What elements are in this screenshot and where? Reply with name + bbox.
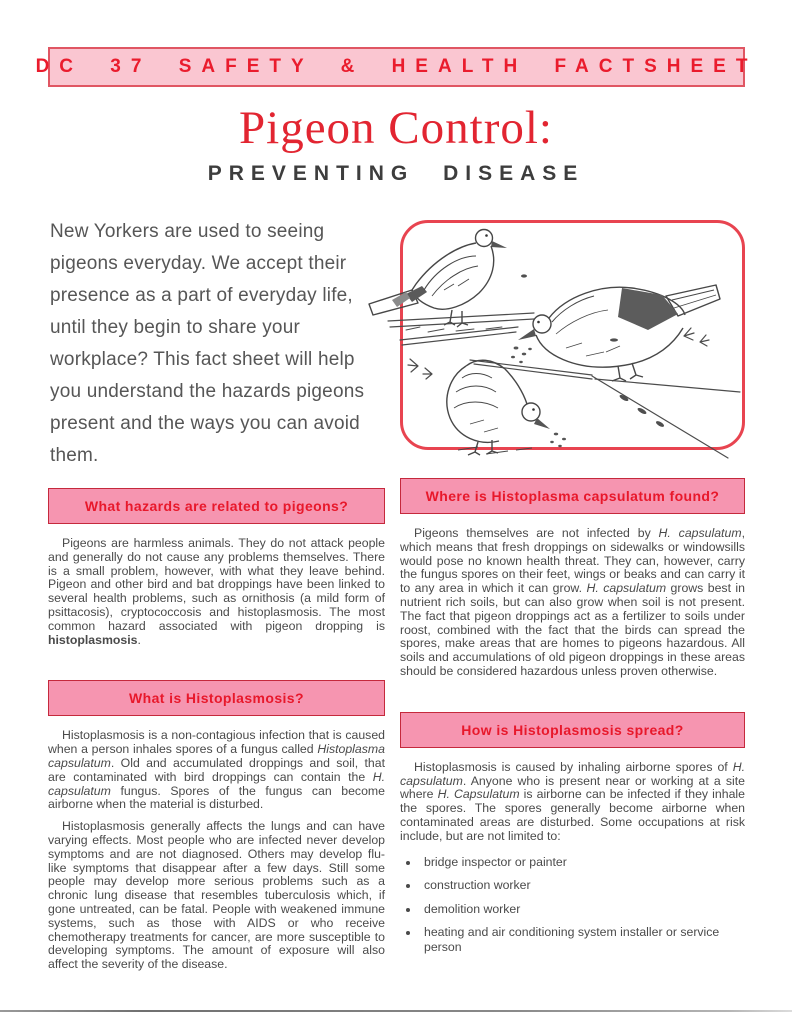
paragraph: Histoplasmosis is caused by inhaling airborne spores of H. capsulatum. Anyone who is present near or working at a site where H. Capsulatum is airborne can be infected if they inhale the spores. The spores generally become airborne when contaminated areas are disturbed. Some occupations at risk include, but are not limited to: xyxy=(400,759,745,843)
intro-paragraph: New Yorkers are used to seeing pigeons everyday. We accept their presence as a part of everyday life, until they begin to share your workplace? This fact sheet will help you understand the hazards pigeons present and the ways you can avoid them. xyxy=(50,221,365,466)
paragraph: Histoplasmosis is a non-contagious infection that is caused when a person inhales spores of a fungus called Histoplasma capsulatum. Old and accumulated droppings and soil, that are contaminated with bird droppings can contain the H. capsulatum fungus. Spores of the fungus can become airborne when the material is disturbed. xyxy=(48,728,385,812)
section-header-what-is-histoplasmosis xyxy=(48,680,385,716)
paragraph: Histoplasmosis generally affects the lungs and can have varying effects. Most people who are infected never develop symptoms and are not diagnosed. Others may develop flu-like symptoms that disappear after a few days. Still some people may develop more serious problems such as a chronic lung disease that resembles tuberculosis which, if gone untreated, can be fatal. People with weakened immune systems, such as those with AIDS or who receive chemotherapy treatments for cancer, are more susceptible to developing symptoms. The amount of exposure will also affect the severity of the disease. xyxy=(48,819,385,972)
paragraph: Pigeons themselves are not infected by H. capsulatum, which means that fresh droppings on sidewalks or windowsills would pose no known health threat. They can, however, carry the fungus spores on their feet, wings or beaks and can carry it to any area in which it can grow. H. capsulatum grows best in nutrient rich soils, but can also grow when soil is not present. The fact that pigeon droppings act as a fertilizer to soils under roost, combined with the fact that the birds can spread the spores, make areas that are homes to pigeons hazardous. All soils and accumulations of old pigeon droppings in these areas should be considered hazardous unless proven otherwise. xyxy=(400,526,745,678)
section-header-label: How is Histoplasmosis spread? xyxy=(461,721,684,738)
paragraph: Pigeons are harmless animals. They do not attack people and generally do not cause any problems themselves. There is a small problem, however, with what they leave behind. Pigeon and other bird and bat droppings have been linked to several health problems, such as ornithosis (a mild form of psittacosis), cryptococcosis and histoplasmosis. The most common hazard associated with pigeon dropping is histoplasmosis. xyxy=(48,536,385,647)
section-header-label: Where is Histoplasma capsulatum found? xyxy=(425,488,720,504)
list-item: • construction worker xyxy=(420,878,745,893)
section-header-hazards xyxy=(48,488,385,524)
pigeon-illustration xyxy=(400,220,745,450)
occupations-list xyxy=(400,855,745,955)
left-column xyxy=(48,210,385,972)
banner xyxy=(35,47,758,87)
right-column xyxy=(400,210,745,972)
pigeons-sketch-image xyxy=(366,218,746,458)
list-item: • demolition worker xyxy=(420,902,745,917)
list-item: • heating and air conditioning system installer or service person xyxy=(420,925,745,954)
section-header-where-found xyxy=(400,478,745,514)
section-header-label: What is Histoplasmosis? xyxy=(129,690,304,707)
page-title: Pigeon Control: xyxy=(239,102,553,154)
two-column-layout xyxy=(48,210,745,972)
list-item: • bridge inspector or painter xyxy=(420,855,745,870)
page-subtitle: PREVENTING DISEASE xyxy=(207,162,585,185)
section-header-how-spread xyxy=(400,712,745,748)
section-header-label: What hazards are related to pigeons? xyxy=(84,498,349,514)
bottom-rule xyxy=(0,1010,792,1012)
banner-text: DC 37 SAFETY & HEALTH FACTSHEET xyxy=(35,56,758,77)
